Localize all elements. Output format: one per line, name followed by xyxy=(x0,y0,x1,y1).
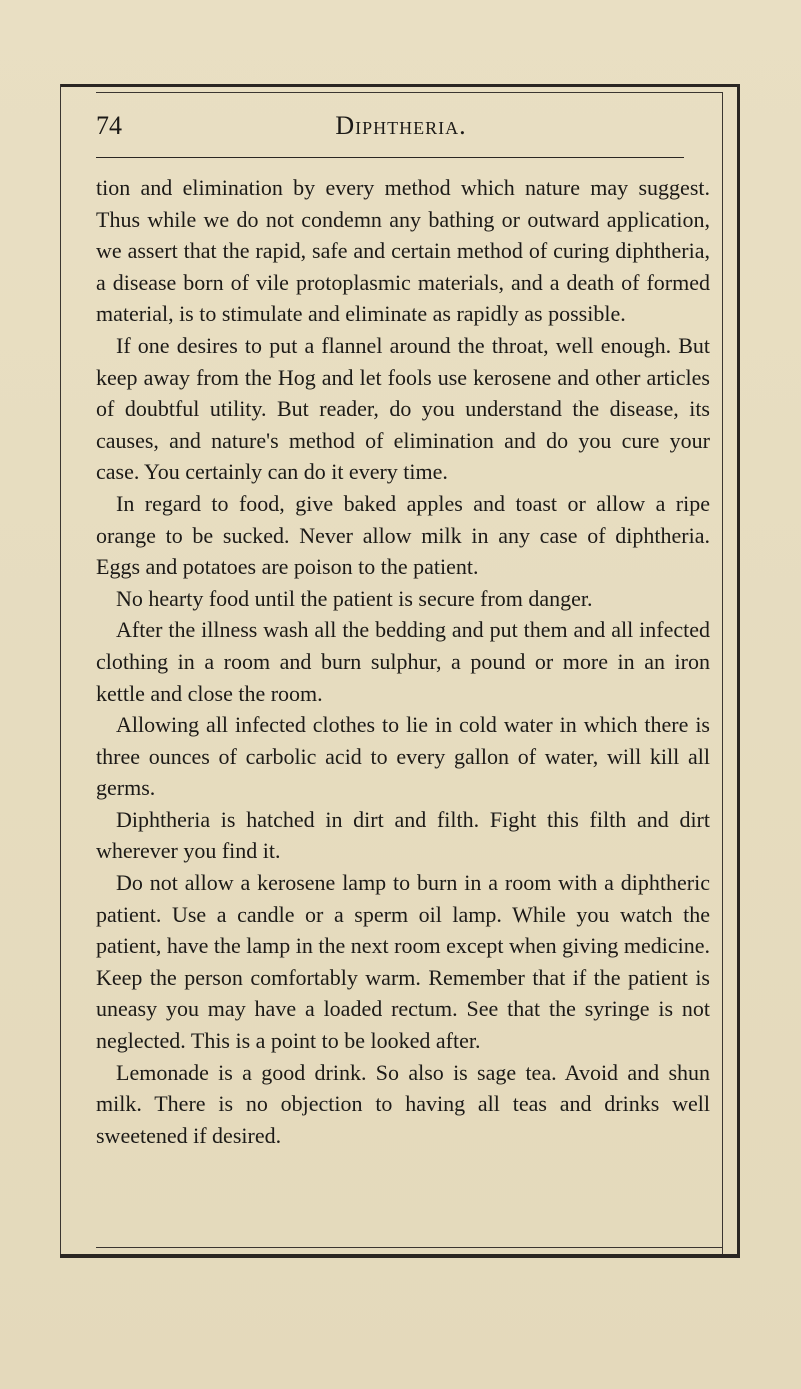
paragraph-continued: tion and elimination by every method which nature may suggest. Thus while we do not condemn any bathing or outward application, we assert that the rapid, safe and certain method of curing diphtheria, a disease born of vile protoplasmic materials, and a death of formed material, is to stimulate and eliminate as rapidly as possible. xyxy=(96,175,710,327)
paragraph-hearty-food: No hearty food until the patient is secure from danger. xyxy=(116,585,593,611)
page-number: 74 xyxy=(96,111,122,140)
paragraph-drinks: Lemonade is a good drink. So also is sage tea. Avoid and shun milk. There is no objection to having all teas and drinks well sweetened if desired. xyxy=(96,1059,710,1148)
page-border-left xyxy=(60,84,61,1254)
running-title: Diphtheria. xyxy=(335,111,467,140)
paragraph-bedding: After the illness wash all the bedding and put them and all infected clothing in a room and burn sulphur, a pound or more in an iron kettle and close the room. xyxy=(96,617,710,706)
paragraph-flannel: If one desires to put a flannel around the throat, well enough. But keep away from the Hog and let fools use kerosene and other articles of doubtful utility. But reader, do you understand the disease, its causes, and nature's method of elimination and do you cure your case. You certainly can do it every time. xyxy=(96,332,710,485)
body-text xyxy=(96,172,710,1151)
paragraph-clothes: Allowing all infected clothes to lie in cold water in which there is three ounces of carbolic acid to every gallon of water, will kill all germs. xyxy=(96,712,710,801)
page-border-right xyxy=(737,84,740,1258)
page-border-bottom xyxy=(60,1254,740,1258)
page-border-top xyxy=(60,84,740,87)
paragraph-food: In regard to food, give baked apples and toast or allow a ripe orange to be sucked. Never allow milk in any case of diphtheria. Eggs and potatoes are poison to the patient. xyxy=(96,490,710,580)
running-head xyxy=(96,108,706,144)
page-border-right-inner xyxy=(722,92,723,1258)
paragraph-lamp: Do not allow a kerosene lamp to burn in a room with a diphtheric patient. Use a candle or a sperm oil lamp. While you watch the patient, have the lamp in the next room except when giving medicine. Keep the person comfortably warm. Remember that if the patient is uneasy you may have a loaded rectum. See that the syringe is not neglected. This is a point to be looked after. xyxy=(96,870,710,1054)
page-border-bottom-inner xyxy=(96,1247,722,1248)
page-border-top-inner xyxy=(96,92,722,93)
paragraph-dirt: Diphtheria is hatched in dirt and filth. Fight this filth and dirt wherever you find it. xyxy=(96,806,710,864)
header-rule xyxy=(96,157,684,158)
